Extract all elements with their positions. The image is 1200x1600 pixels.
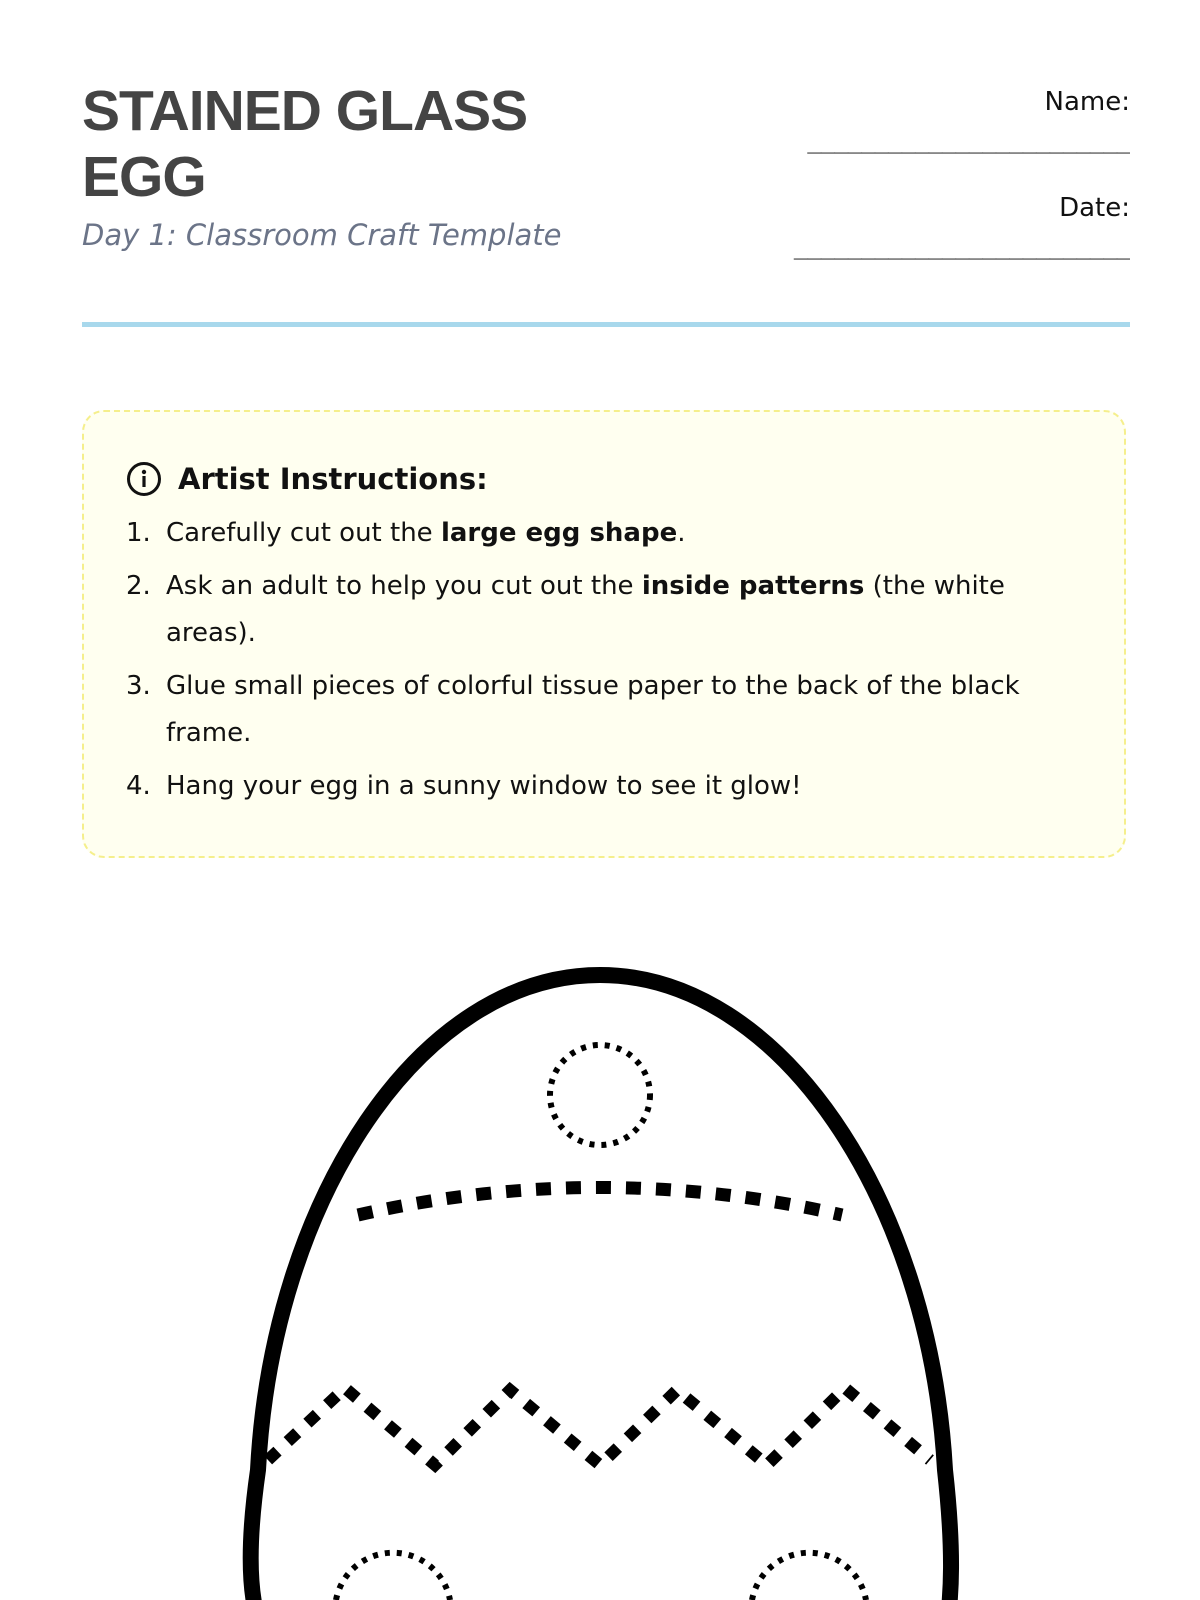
egg-template — [0, 930, 1200, 1600]
step-number: 2. — [126, 571, 151, 601]
name-label: Name: — [1044, 87, 1130, 117]
step-number: 3. — [126, 671, 151, 701]
page-subtitle: Day 1: Classroom Craft Template — [82, 218, 562, 252]
step-number: 4. — [126, 771, 151, 801]
info-icon — [126, 461, 162, 497]
step-text-end: . — [677, 518, 686, 548]
top-circle-cutout — [550, 1045, 650, 1145]
zigzag-band-cutout — [268, 1388, 930, 1465]
lower-right-circle-cutout — [752, 1553, 866, 1600]
step-text: Hang your egg in a sunny window to see it glow! — [166, 771, 802, 801]
instruction-step-2 — [126, 563, 1082, 657]
step-text: Carefully cut out the — [166, 518, 441, 548]
step-emphasis: inside patterns — [641, 571, 865, 601]
name-blank-line[interactable]: ________________________ — [807, 126, 1130, 154]
egg-outline — [251, 975, 951, 1600]
header-divider — [82, 322, 1130, 327]
lower-left-circle-cutout — [336, 1553, 450, 1600]
page-title: STAINED GLASS EGG — [82, 79, 528, 209]
date-label: Date: — [1059, 193, 1130, 223]
worksheet-header — [82, 78, 1130, 328]
arc-band-cutout — [358, 1188, 842, 1216]
instruction-step-4 — [126, 763, 1082, 810]
instructions-heading — [126, 456, 1082, 502]
date-blank-line[interactable]: _________________________ — [793, 232, 1130, 260]
step-text: Glue small pieces of colorful tissue paper to the back of the black frame. — [166, 671, 1020, 748]
step-number: 1. — [126, 518, 151, 548]
egg-drawing — [0, 930, 1200, 1600]
student-fields — [710, 84, 1130, 296]
step-emphasis: large egg shape — [440, 518, 678, 548]
step-text-end: (the white areas). — [166, 571, 1005, 648]
step-text: Ask an adult to help you cut out the — [166, 571, 642, 601]
instruction-step-3 — [126, 663, 1082, 757]
instructions-box — [82, 410, 1126, 858]
instructions-list — [126, 510, 1082, 810]
instructions-heading-text: Artist Instructions: — [178, 462, 488, 496]
instruction-step-1 — [126, 510, 1082, 557]
